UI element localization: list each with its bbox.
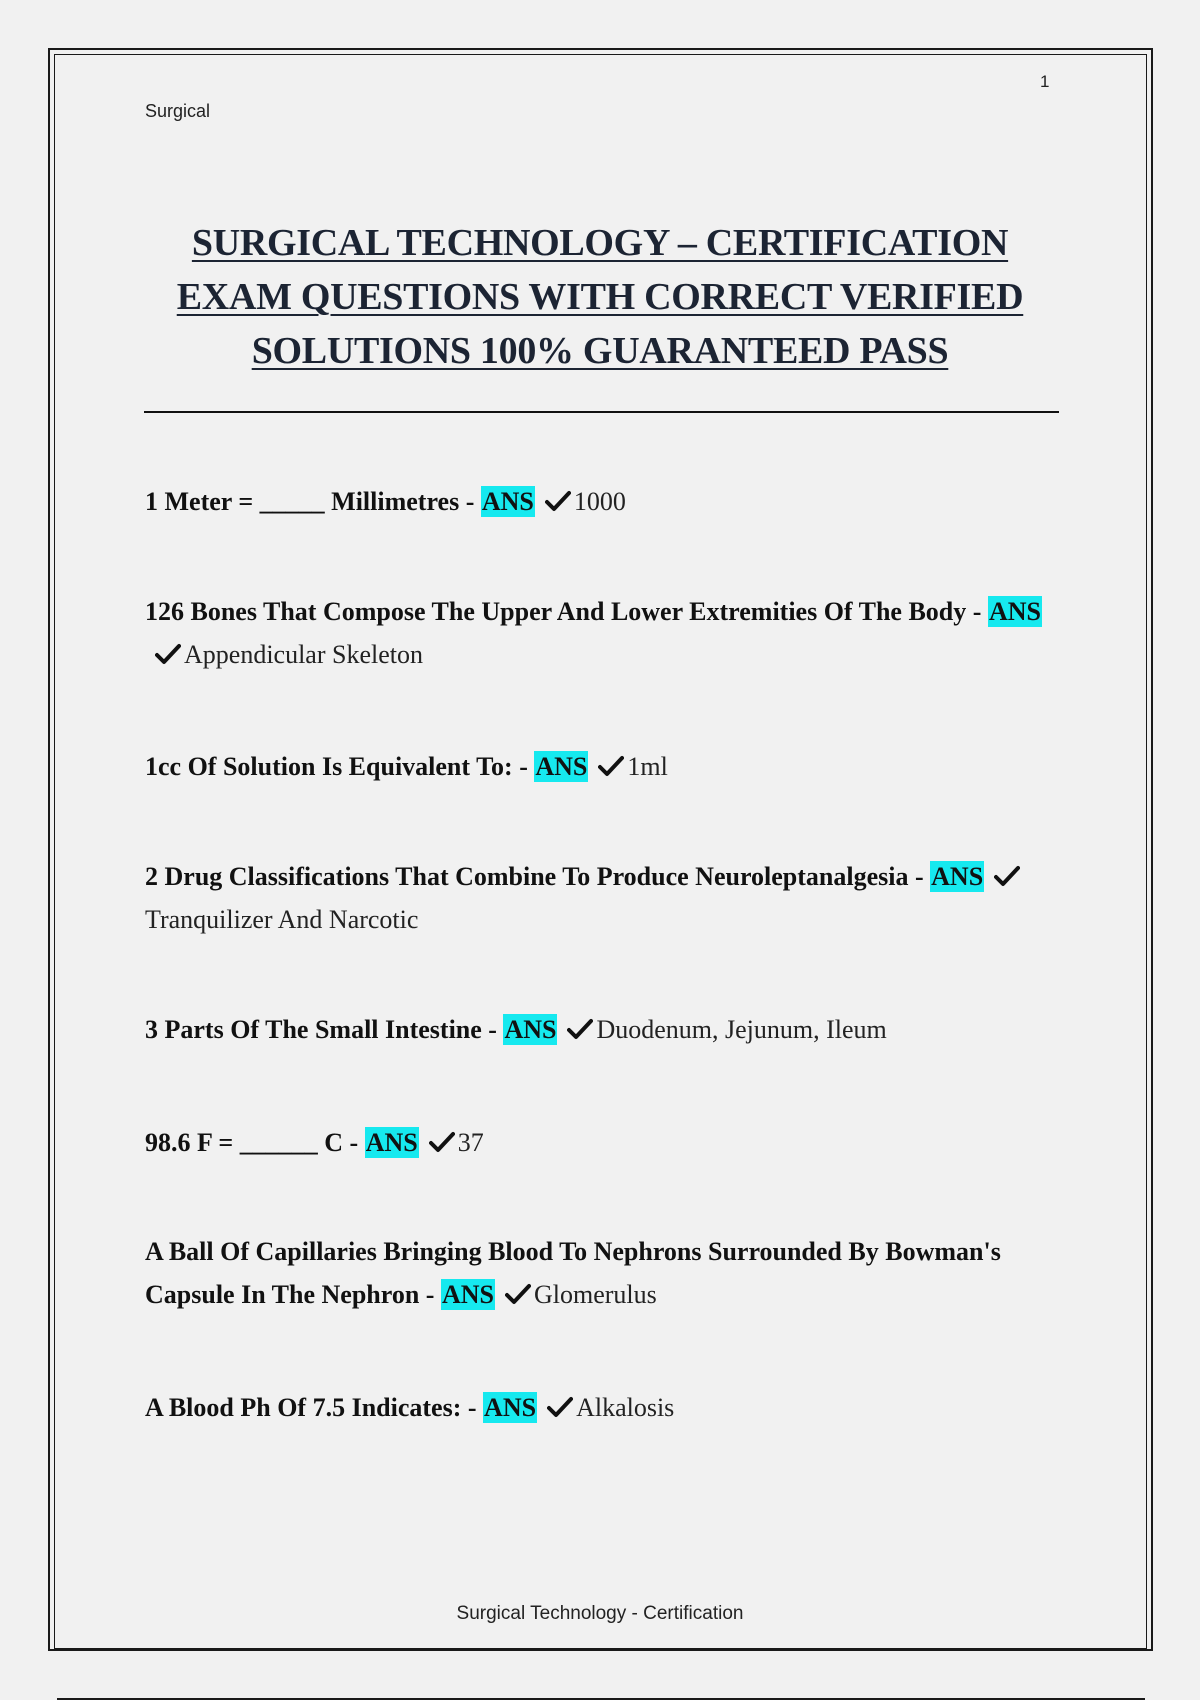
title-rule	[144, 411, 1059, 413]
answer-text: Appendicular Skeleton	[184, 640, 423, 669]
qa-item	[145, 590, 1045, 676]
question-text: 126 Bones That Compose The Upper And Lower Extremities Of The Body	[145, 597, 967, 626]
ans-label: ANS	[504, 1015, 557, 1044]
check-icon	[547, 1396, 573, 1418]
question-text: A Blood Ph Of 7.5 Indicates:	[145, 1393, 462, 1422]
separator: -	[461, 1393, 484, 1422]
ans-label: ANS	[931, 862, 984, 891]
question-text: A Ball Of Capillaries Bringing Blood To Nephrons Surrounded By Bowman's Capsule In The Nephron	[145, 1237, 1001, 1309]
question-text: 2 Drug Classifications That Combine To Produce Neuroleptanalgesia	[145, 862, 909, 891]
check-icon	[155, 643, 181, 665]
qa-item	[145, 480, 1045, 523]
separator: -	[512, 752, 535, 781]
question-text: 98.6 F = ______ C	[145, 1128, 344, 1157]
qa-item	[145, 1121, 1045, 1164]
answer-text: 1ml	[627, 752, 668, 781]
check-icon	[505, 1283, 531, 1305]
check-icon	[598, 755, 624, 777]
running-header: Surgical	[145, 101, 211, 121]
ans-label: ANS	[484, 1393, 537, 1422]
ans-label: ANS	[535, 752, 588, 781]
answer-text: Tranquilizer And Narcotic	[145, 905, 419, 934]
separator: -	[908, 862, 931, 891]
separator: -	[966, 597, 988, 626]
answer-text: Glomerulus	[533, 1280, 657, 1309]
qa-item	[145, 855, 1045, 941]
qa-item	[145, 1008, 1045, 1051]
question-text: 1cc Of Solution Is Equivalent To:	[145, 752, 513, 781]
ans-label: ANS	[365, 1128, 418, 1157]
ans-label: ANS	[481, 487, 534, 516]
answer-text: Alkalosis	[576, 1393, 675, 1422]
separator: -	[459, 487, 481, 516]
qa-item	[145, 1230, 1045, 1316]
separator: -	[419, 1280, 441, 1309]
ans-label: ANS	[988, 597, 1041, 626]
separator: -	[481, 1015, 504, 1044]
qa-item	[145, 1386, 1045, 1429]
question-text: 3 Parts Of The Small Intestine	[145, 1015, 482, 1044]
answer-text: 37	[457, 1128, 484, 1157]
check-icon	[567, 1018, 593, 1040]
answer-text: 1000	[573, 487, 626, 516]
check-icon	[429, 1131, 455, 1153]
qa-item	[145, 745, 1045, 788]
document-title: SURGICAL TECHNOLOGY – CERTIFICATION EXAM QUESTIONS WITH CORRECT VERIFIED SOLUTIONS 100% GUARANTEED PASS	[176, 222, 1024, 372]
answer-text: Duodenum, Jejunum, Ileum	[596, 1015, 887, 1044]
check-icon	[994, 865, 1020, 887]
ans-label: ANS	[441, 1280, 494, 1309]
check-icon	[545, 490, 571, 512]
running-footer: Surgical Technology - Certification	[456, 1603, 744, 1624]
question-text: 1 Meter = _____ Millimetres	[145, 487, 460, 516]
separator: -	[343, 1128, 365, 1157]
page-number: 1	[1040, 72, 1050, 91]
